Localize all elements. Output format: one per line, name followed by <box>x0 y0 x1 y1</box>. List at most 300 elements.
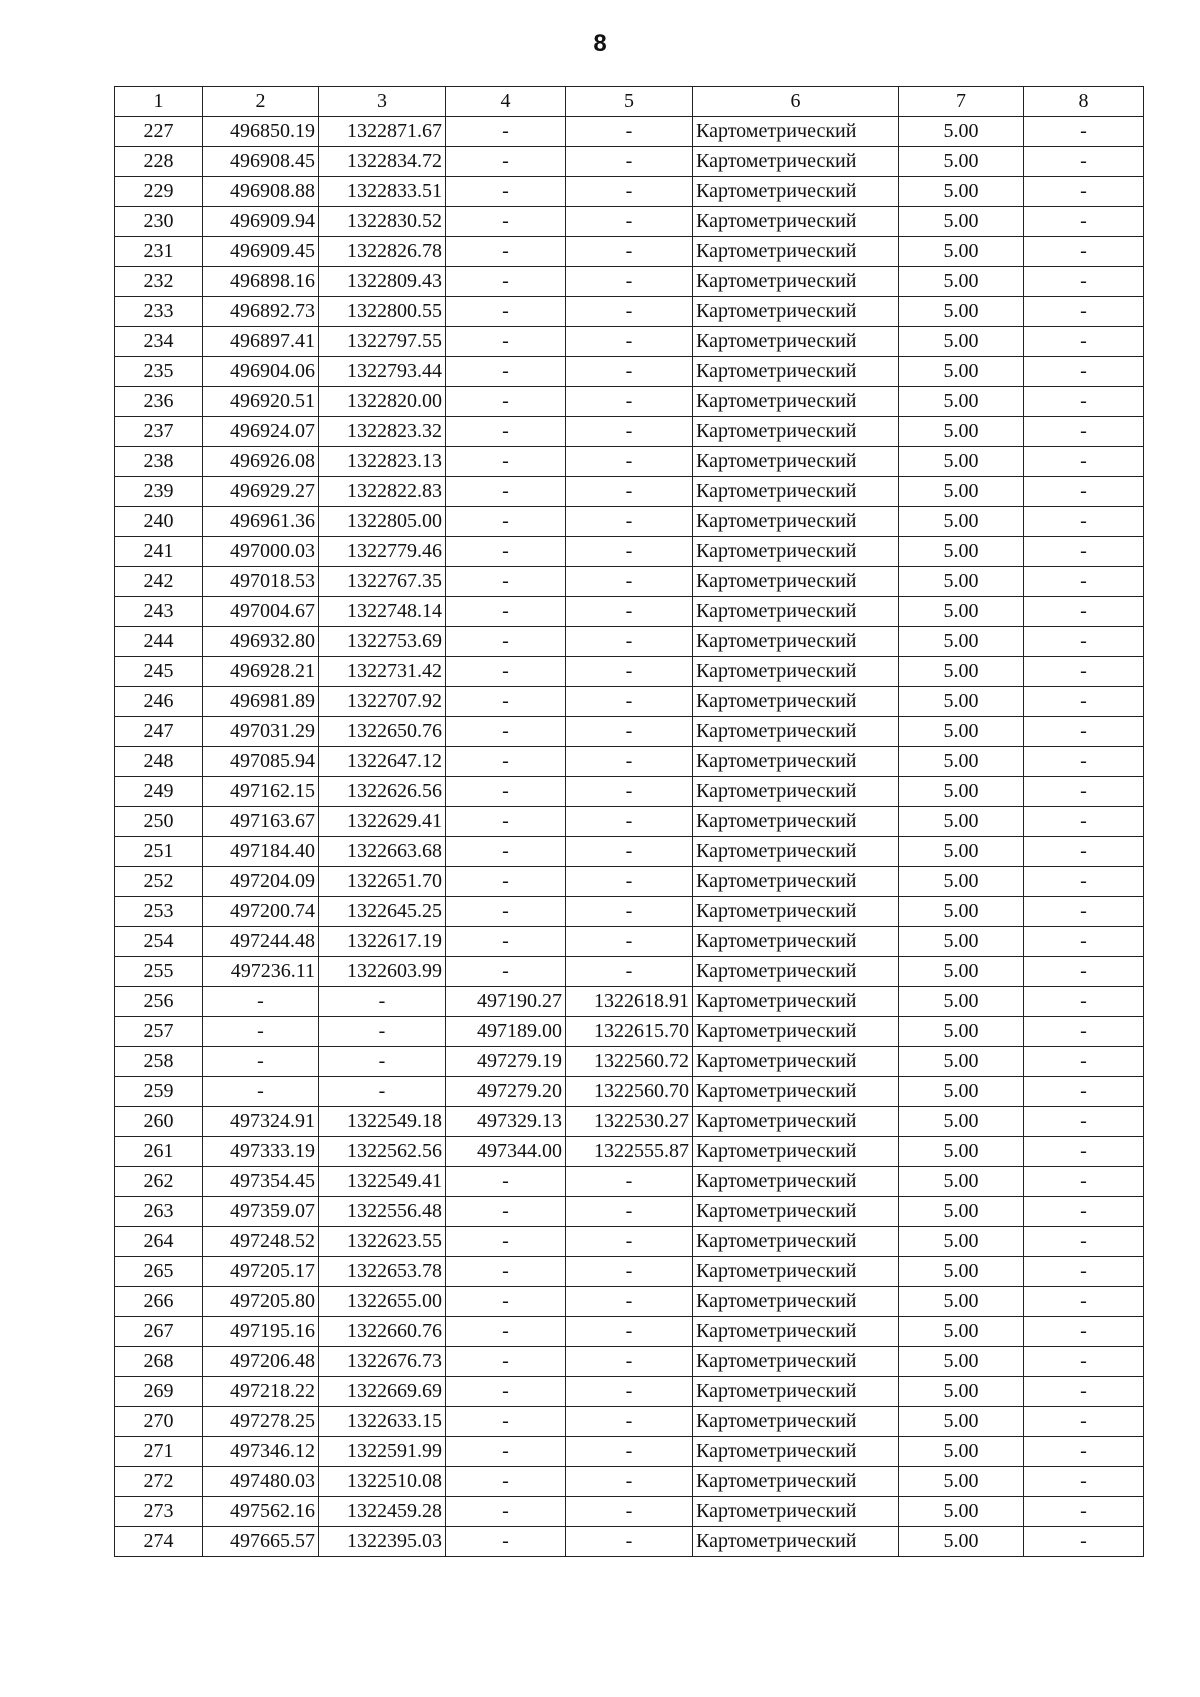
cell-description: - <box>1024 1527 1144 1557</box>
cell-x-new: - <box>446 147 566 177</box>
table-row <box>115 627 1144 657</box>
cell-method: Картометрический <box>693 897 899 927</box>
cell-x-coordinate: 497205.17 <box>203 1257 319 1287</box>
cell-precision: 5.00 <box>899 177 1024 207</box>
cell-y-new: - <box>566 807 693 837</box>
cell-precision: 5.00 <box>899 327 1024 357</box>
cell-x-coordinate: 497562.16 <box>203 1497 319 1527</box>
cell-precision: 5.00 <box>899 837 1024 867</box>
cell-description: - <box>1024 447 1144 477</box>
cell-point-number: 238 <box>115 447 203 477</box>
cell-y-new: - <box>566 327 693 357</box>
cell-method: Картометрический <box>693 537 899 567</box>
cell-method: Картометрический <box>693 507 899 537</box>
cell-method: Картометрический <box>693 1017 899 1047</box>
cell-x-new: - <box>446 1287 566 1317</box>
cell-x-new: - <box>446 237 566 267</box>
cell-y-new: - <box>566 1227 693 1257</box>
cell-point-number: 263 <box>115 1197 203 1227</box>
cell-x-coordinate: 496981.89 <box>203 687 319 717</box>
cell-description: - <box>1024 207 1144 237</box>
cell-description: - <box>1024 957 1144 987</box>
cell-x-coordinate: 497163.67 <box>203 807 319 837</box>
cell-point-number: 260 <box>115 1107 203 1137</box>
table-row <box>115 1107 1144 1137</box>
cell-method: Картометрический <box>693 267 899 297</box>
cell-x-new: - <box>446 777 566 807</box>
cell-precision: 5.00 <box>899 717 1024 747</box>
cell-y-new: - <box>566 1287 693 1317</box>
cell-point-number: 243 <box>115 597 203 627</box>
cell-point-number: 246 <box>115 687 203 717</box>
cell-x-coordinate: - <box>203 987 319 1017</box>
cell-y-coordinate: 1322830.52 <box>319 207 446 237</box>
cell-y-coordinate: 1322793.44 <box>319 357 446 387</box>
cell-description: - <box>1024 1077 1144 1107</box>
cell-precision: 5.00 <box>899 387 1024 417</box>
cell-description: - <box>1024 417 1144 447</box>
column-header: 4 <box>446 87 566 117</box>
cell-y-new: - <box>566 1347 693 1377</box>
cell-y-coordinate: 1322645.25 <box>319 897 446 927</box>
cell-x-coordinate: 496897.41 <box>203 327 319 357</box>
table-row <box>115 747 1144 777</box>
table-row <box>115 1227 1144 1257</box>
cell-x-new: 497279.20 <box>446 1077 566 1107</box>
cell-precision: 5.00 <box>899 1227 1024 1257</box>
table-row <box>115 957 1144 987</box>
cell-point-number: 253 <box>115 897 203 927</box>
cell-y-new: 1322615.70 <box>566 1017 693 1047</box>
cell-precision: 5.00 <box>899 1197 1024 1227</box>
cell-point-number: 269 <box>115 1377 203 1407</box>
table-row <box>115 1347 1144 1377</box>
cell-point-number: 254 <box>115 927 203 957</box>
cell-point-number: 258 <box>115 1047 203 1077</box>
cell-method: Картометрический <box>693 357 899 387</box>
cell-description: - <box>1024 807 1144 837</box>
cell-y-coordinate: 1322834.72 <box>319 147 446 177</box>
cell-y-new: - <box>566 117 693 147</box>
cell-x-coordinate: 497346.12 <box>203 1437 319 1467</box>
column-header: 7 <box>899 87 1024 117</box>
cell-precision: 5.00 <box>899 987 1024 1017</box>
cell-precision: 5.00 <box>899 627 1024 657</box>
cell-y-coordinate: 1322800.55 <box>319 297 446 327</box>
cell-y-new: - <box>566 1497 693 1527</box>
cell-x-coordinate: 497236.11 <box>203 957 319 987</box>
cell-precision: 5.00 <box>899 687 1024 717</box>
cell-y-new: 1322560.72 <box>566 1047 693 1077</box>
table-row <box>115 1407 1144 1437</box>
cell-y-coordinate: 1322797.55 <box>319 327 446 357</box>
table-row <box>115 537 1144 567</box>
cell-description: - <box>1024 687 1144 717</box>
cell-y-new: - <box>566 507 693 537</box>
cell-x-new: - <box>446 597 566 627</box>
cell-y-new: - <box>566 1437 693 1467</box>
cell-y-coordinate: 1322626.56 <box>319 777 446 807</box>
table-row <box>115 597 1144 627</box>
cell-point-number: 245 <box>115 657 203 687</box>
cell-y-new: - <box>566 447 693 477</box>
cell-y-new: - <box>566 1407 693 1437</box>
cell-y-new: - <box>566 387 693 417</box>
cell-precision: 5.00 <box>899 507 1024 537</box>
header-row <box>115 87 1144 117</box>
cell-description: - <box>1024 477 1144 507</box>
cell-y-new: - <box>566 627 693 657</box>
cell-y-new: - <box>566 777 693 807</box>
cell-x-coordinate: 496909.45 <box>203 237 319 267</box>
cell-precision: 5.00 <box>899 417 1024 447</box>
table-row <box>115 237 1144 267</box>
cell-point-number: 227 <box>115 117 203 147</box>
cell-x-new: 497344.00 <box>446 1137 566 1167</box>
cell-point-number: 241 <box>115 537 203 567</box>
cell-method: Картометрический <box>693 1167 899 1197</box>
cell-y-coordinate: 1322753.69 <box>319 627 446 657</box>
table-row <box>115 867 1144 897</box>
cell-point-number: 239 <box>115 477 203 507</box>
cell-x-coordinate: 497665.57 <box>203 1527 319 1557</box>
cell-point-number: 255 <box>115 957 203 987</box>
cell-method: Картометрический <box>693 747 899 777</box>
cell-x-new: - <box>446 387 566 417</box>
table-row <box>115 567 1144 597</box>
cell-description: - <box>1024 1437 1144 1467</box>
cell-x-coordinate: 497324.91 <box>203 1107 319 1137</box>
cell-method: Картометрический <box>693 867 899 897</box>
cell-x-coordinate: 497195.16 <box>203 1317 319 1347</box>
cell-method: Картометрический <box>693 327 899 357</box>
cell-y-coordinate: 1322820.00 <box>319 387 446 417</box>
table-row <box>115 717 1144 747</box>
table-row <box>115 297 1144 327</box>
column-header: 5 <box>566 87 693 117</box>
cell-x-coordinate: 497204.09 <box>203 867 319 897</box>
cell-y-new: - <box>566 1377 693 1407</box>
cell-description: - <box>1024 897 1144 927</box>
cell-x-new: - <box>446 927 566 957</box>
cell-x-coordinate: 496904.06 <box>203 357 319 387</box>
cell-point-number: 266 <box>115 1287 203 1317</box>
cell-description: - <box>1024 1407 1144 1437</box>
cell-precision: 5.00 <box>899 657 1024 687</box>
page-number: 8 <box>593 30 607 57</box>
cell-y-new: - <box>566 267 693 297</box>
cell-precision: 5.00 <box>899 1167 1024 1197</box>
cell-y-coordinate: 1322591.99 <box>319 1437 446 1467</box>
cell-precision: 5.00 <box>899 897 1024 927</box>
cell-x-coordinate: 497218.22 <box>203 1377 319 1407</box>
cell-x-new: - <box>446 867 566 897</box>
cell-method: Картометрический <box>693 1407 899 1437</box>
cell-method: Картометрический <box>693 207 899 237</box>
cell-y-new: - <box>566 837 693 867</box>
cell-description: - <box>1024 627 1144 657</box>
cell-y-coordinate: 1322767.35 <box>319 567 446 597</box>
cell-method: Картометрический <box>693 1107 899 1137</box>
cell-x-new: - <box>446 1347 566 1377</box>
cell-x-coordinate: 497162.15 <box>203 777 319 807</box>
cell-method: Картометрический <box>693 987 899 1017</box>
cell-description: - <box>1024 1287 1144 1317</box>
cell-method: Картометрический <box>693 117 899 147</box>
cell-y-new: - <box>566 417 693 447</box>
cell-description: - <box>1024 297 1144 327</box>
cell-x-new: - <box>446 297 566 327</box>
table-row <box>115 1257 1144 1287</box>
cell-y-new: 1322618.91 <box>566 987 693 1017</box>
column-header: 1 <box>115 87 203 117</box>
cell-point-number: 270 <box>115 1407 203 1437</box>
cell-precision: 5.00 <box>899 447 1024 477</box>
cell-y-new: - <box>566 717 693 747</box>
cell-method: Картометрический <box>693 297 899 327</box>
cell-x-new: 497279.19 <box>446 1047 566 1077</box>
cell-x-new: - <box>446 747 566 777</box>
cell-method: Картометрический <box>693 717 899 747</box>
table-row <box>115 507 1144 537</box>
cell-y-coordinate: 1322823.13 <box>319 447 446 477</box>
cell-description: - <box>1024 1467 1144 1497</box>
cell-x-new: - <box>446 687 566 717</box>
cell-description: - <box>1024 867 1144 897</box>
cell-x-coordinate: 497004.67 <box>203 597 319 627</box>
table-row <box>115 927 1144 957</box>
cell-y-new: - <box>566 927 693 957</box>
cell-point-number: 251 <box>115 837 203 867</box>
cell-method: Картометрический <box>693 417 899 447</box>
cell-x-new: - <box>446 117 566 147</box>
cell-point-number: 267 <box>115 1317 203 1347</box>
cell-point-number: 237 <box>115 417 203 447</box>
cell-x-new: - <box>446 837 566 867</box>
cell-y-new: - <box>566 1167 693 1197</box>
cell-y-new: 1322530.27 <box>566 1107 693 1137</box>
cell-y-new: - <box>566 567 693 597</box>
cell-x-coordinate: 497359.07 <box>203 1197 319 1227</box>
cell-y-coordinate: 1322731.42 <box>319 657 446 687</box>
cell-y-new: - <box>566 1317 693 1347</box>
cell-y-coordinate: 1322823.32 <box>319 417 446 447</box>
cell-y-coordinate: 1322655.00 <box>319 1287 446 1317</box>
cell-y-new: - <box>566 237 693 267</box>
cell-description: - <box>1024 1347 1144 1377</box>
cell-precision: 5.00 <box>899 867 1024 897</box>
cell-x-coordinate: 497085.94 <box>203 747 319 777</box>
cell-y-coordinate: 1322669.69 <box>319 1377 446 1407</box>
cell-method: Картометрический <box>693 1497 899 1527</box>
cell-precision: 5.00 <box>899 207 1024 237</box>
cell-x-coordinate: 497205.80 <box>203 1287 319 1317</box>
cell-x-coordinate: 496850.19 <box>203 117 319 147</box>
cell-precision: 5.00 <box>899 1047 1024 1077</box>
table-row <box>115 1437 1144 1467</box>
table-row <box>115 177 1144 207</box>
cell-x-coordinate: 497333.19 <box>203 1137 319 1167</box>
cell-method: Картометрический <box>693 1347 899 1377</box>
cell-y-coordinate: - <box>319 1017 446 1047</box>
cell-point-number: 236 <box>115 387 203 417</box>
cell-description: - <box>1024 1257 1144 1287</box>
cell-method: Картометрический <box>693 567 899 597</box>
cell-x-coordinate: 496908.45 <box>203 147 319 177</box>
cell-method: Картометрический <box>693 1377 899 1407</box>
cell-y-new: 1322555.87 <box>566 1137 693 1167</box>
cell-point-number: 235 <box>115 357 203 387</box>
cell-y-coordinate: 1322395.03 <box>319 1527 446 1557</box>
cell-x-coordinate: 496961.36 <box>203 507 319 537</box>
table-row <box>115 267 1144 297</box>
cell-y-coordinate: 1322549.18 <box>319 1107 446 1137</box>
cell-precision: 5.00 <box>899 1527 1024 1557</box>
cell-point-number: 272 <box>115 1467 203 1497</box>
cell-point-number: 268 <box>115 1347 203 1377</box>
cell-method: Картометрический <box>693 1227 899 1257</box>
cell-point-number: 252 <box>115 867 203 897</box>
cell-method: Картометрический <box>693 777 899 807</box>
cell-y-new: - <box>566 1197 693 1227</box>
cell-x-new: - <box>446 327 566 357</box>
cell-method: Картометрический <box>693 177 899 207</box>
coordinates-table <box>114 86 1144 1557</box>
cell-method: Картометрический <box>693 237 899 267</box>
cell-point-number: 257 <box>115 1017 203 1047</box>
cell-precision: 5.00 <box>899 567 1024 597</box>
cell-method: Картометрический <box>693 1077 899 1107</box>
cell-precision: 5.00 <box>899 297 1024 327</box>
cell-precision: 5.00 <box>899 927 1024 957</box>
table-row <box>115 777 1144 807</box>
cell-x-coordinate: 497200.74 <box>203 897 319 927</box>
cell-precision: 5.00 <box>899 147 1024 177</box>
cell-y-new: - <box>566 477 693 507</box>
cell-description: - <box>1024 267 1144 297</box>
cell-point-number: 274 <box>115 1527 203 1557</box>
cell-method: Картометрический <box>693 627 899 657</box>
cell-precision: 5.00 <box>899 1287 1024 1317</box>
cell-y-new: - <box>566 957 693 987</box>
cell-y-coordinate: - <box>319 1047 446 1077</box>
cell-precision: 5.00 <box>899 117 1024 147</box>
cell-y-new: - <box>566 687 693 717</box>
cell-precision: 5.00 <box>899 1437 1024 1467</box>
cell-x-new: - <box>446 957 566 987</box>
cell-y-new: - <box>566 1527 693 1557</box>
cell-method: Картометрический <box>693 807 899 837</box>
cell-y-coordinate: 1322549.41 <box>319 1167 446 1197</box>
cell-method: Картометрический <box>693 147 899 177</box>
cell-x-coordinate: 496909.94 <box>203 207 319 237</box>
cell-y-new: - <box>566 747 693 777</box>
cell-x-new: - <box>446 1167 566 1197</box>
table-row <box>115 1527 1144 1557</box>
cell-point-number: 240 <box>115 507 203 537</box>
table-row <box>115 207 1144 237</box>
table-row <box>115 987 1144 1017</box>
cell-x-new: - <box>446 357 566 387</box>
cell-description: - <box>1024 1137 1144 1167</box>
cell-description: - <box>1024 177 1144 207</box>
cell-x-coordinate: 497018.53 <box>203 567 319 597</box>
cell-x-new: - <box>446 177 566 207</box>
cell-description: - <box>1024 747 1144 777</box>
cell-precision: 5.00 <box>899 807 1024 837</box>
cell-x-coordinate: - <box>203 1017 319 1047</box>
cell-x-new: 497189.00 <box>446 1017 566 1047</box>
cell-method: Картометрический <box>693 387 899 417</box>
table-row <box>115 1497 1144 1527</box>
cell-x-new: - <box>446 1227 566 1257</box>
cell-precision: 5.00 <box>899 477 1024 507</box>
cell-precision: 5.00 <box>899 267 1024 297</box>
cell-method: Картометрический <box>693 1317 899 1347</box>
cell-x-new: 497190.27 <box>446 987 566 1017</box>
cell-point-number: 234 <box>115 327 203 357</box>
cell-description: - <box>1024 1197 1144 1227</box>
table-row <box>115 1167 1144 1197</box>
table-row <box>115 657 1144 687</box>
cell-description: - <box>1024 147 1144 177</box>
cell-y-coordinate: 1322826.78 <box>319 237 446 267</box>
cell-x-new: - <box>446 1497 566 1527</box>
cell-description: - <box>1024 597 1144 627</box>
cell-x-coordinate: 496928.21 <box>203 657 319 687</box>
cell-x-new: - <box>446 1257 566 1287</box>
table-row <box>115 477 1144 507</box>
cell-x-new: - <box>446 717 566 747</box>
cell-method: Картометрический <box>693 1527 899 1557</box>
cell-method: Картометрический <box>693 927 899 957</box>
cell-point-number: 230 <box>115 207 203 237</box>
cell-point-number: 247 <box>115 717 203 747</box>
cell-point-number: 256 <box>115 987 203 1017</box>
cell-y-new: 1322560.70 <box>566 1077 693 1107</box>
cell-point-number: 262 <box>115 1167 203 1197</box>
cell-x-new: 497329.13 <box>446 1107 566 1137</box>
cell-description: - <box>1024 1497 1144 1527</box>
cell-x-new: - <box>446 807 566 837</box>
cell-y-coordinate: 1322805.00 <box>319 507 446 537</box>
cell-x-new: - <box>446 507 566 537</box>
cell-x-new: - <box>446 477 566 507</box>
cell-y-coordinate: 1322822.83 <box>319 477 446 507</box>
cell-x-coordinate: 496898.16 <box>203 267 319 297</box>
table-row <box>115 1377 1144 1407</box>
cell-method: Картометрический <box>693 597 899 627</box>
cell-y-coordinate: 1322556.48 <box>319 1197 446 1227</box>
column-header: 8 <box>1024 87 1144 117</box>
table-row <box>115 837 1144 867</box>
cell-description: - <box>1024 1107 1144 1137</box>
cell-point-number: 265 <box>115 1257 203 1287</box>
cell-y-coordinate: 1322647.12 <box>319 747 446 777</box>
table-row <box>115 1017 1144 1047</box>
cell-y-coordinate: 1322459.28 <box>319 1497 446 1527</box>
cell-description: - <box>1024 507 1144 537</box>
cell-x-new: - <box>446 1467 566 1497</box>
cell-description: - <box>1024 537 1144 567</box>
cell-precision: 5.00 <box>899 1107 1024 1137</box>
cell-x-coordinate: 497244.48 <box>203 927 319 957</box>
cell-y-new: - <box>566 1257 693 1287</box>
cell-precision: 5.00 <box>899 747 1024 777</box>
cell-method: Картометрический <box>693 1287 899 1317</box>
cell-y-coordinate: 1322663.68 <box>319 837 446 867</box>
cell-y-new: - <box>566 357 693 387</box>
